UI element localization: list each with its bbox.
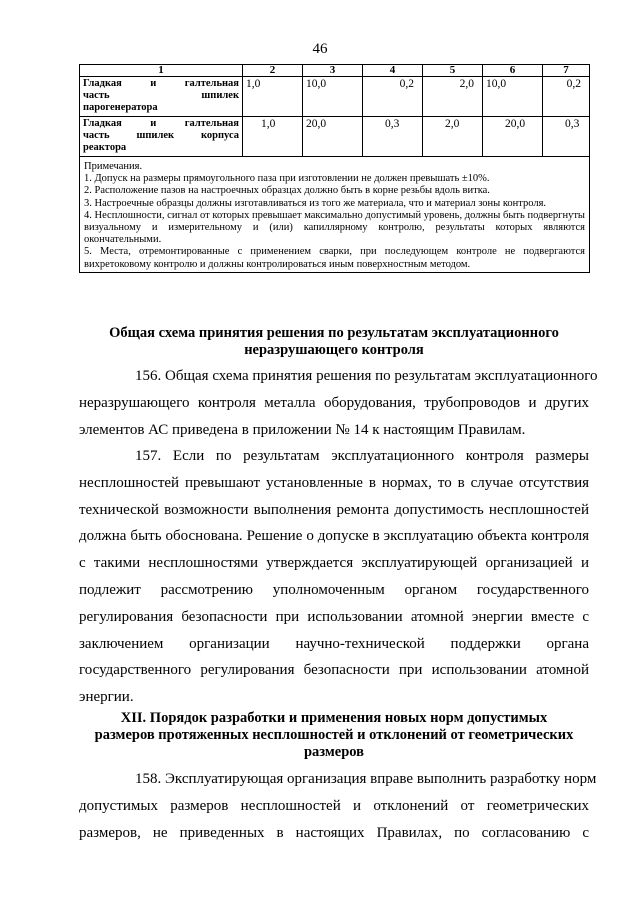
section-heading-xii xyxy=(79,710,589,761)
page-number: 46 xyxy=(312,41,328,57)
table-cell: 0,3 xyxy=(543,117,590,157)
row-name-line: Гладкая и галтельная xyxy=(83,118,239,129)
table-cell: 10,0 xyxy=(303,77,363,117)
text-line: государственного регулирования безопасности при использовании атомной xyxy=(79,662,589,679)
text-line: размеров, не приведенных в настоящих Правилах, по согласованию с xyxy=(79,824,589,841)
row-name-line: часть шпилек xyxy=(83,90,239,101)
text-line: подлежит рассмотрению уполномоченным органом государственного xyxy=(79,581,589,598)
note-heading: Примечания. xyxy=(84,161,143,172)
text-line: 156. Общая схема принятия решения по результатам эксплуатационного xyxy=(135,368,598,384)
note-item: 1. Допуск на размеры прямоугольного паза при изготовлении не должен превышать ±10%. xyxy=(84,173,490,185)
heading-line: Общая схема принятия решения по результатам эксплуатационного xyxy=(109,325,559,341)
heading-line: неразрушающего контроля xyxy=(244,342,424,358)
table-cell: 20,0 xyxy=(483,117,543,157)
table-header-cell: 1 xyxy=(80,65,243,77)
table-header-cell: 7 xyxy=(543,65,590,77)
text-line: заключением организации научно-технической поддержки органа xyxy=(79,635,589,652)
row-name-line: часть шпилек корпуса xyxy=(83,130,239,141)
tolerance-table xyxy=(79,64,590,273)
text-line: элементов АС приведена в приложении № 14 к настоящим Правилам. xyxy=(79,421,526,438)
text-line: должна быть обоснована. Решение о допуске в эксплуатацию объекта контроля xyxy=(79,528,589,545)
note-item: 5. Места, отремонтированные с применением сварки, при последующем контроле не подвергаются вихретоковому контролю и должны контролироваться иным поверхностным методом. xyxy=(84,246,585,270)
table-row xyxy=(80,117,590,157)
heading-line: XII. Порядок разработки и применения новых норм допустимых xyxy=(120,710,548,726)
table-cell: 2,0 xyxy=(423,117,483,157)
text-line: энергии. xyxy=(79,689,134,706)
text-line: технической возможности выполнения ремонта допустимость несплошностей xyxy=(79,501,589,518)
heading-line: размеров xyxy=(303,744,365,760)
text-line: допустимых размеров несплошностей и отклонений от геометрических xyxy=(79,797,589,814)
paragraph-158 xyxy=(79,766,597,846)
note-item: 2. Расположение пазов на настроечных образцах должно быть в корне резьбы вдоль витка. xyxy=(84,185,490,197)
paragraph-157 xyxy=(79,443,589,711)
table-cell: 10,0 xyxy=(483,77,543,117)
text-line: неразрушающего контроля металла оборудования, трубопроводов и других xyxy=(79,394,589,411)
table-row-name xyxy=(80,77,243,117)
note-item: 3. Настроечные образцы должны изготавливаться из того же материала, что и материал зоны контроля. xyxy=(84,197,547,209)
table-header-cell: 3 xyxy=(303,65,363,77)
note-item: 4. Несплошности, сигнал от которых превышает максимально допустимый уровень, должны быть подвергнуты визуальному и измерительному и (или) капиллярному контролю, результаты которых являются окончательными. xyxy=(84,209,585,246)
text-line: с такими несплошностями утверждается эксплуатирующей организацией и xyxy=(79,555,589,572)
table-cell: 0,3 xyxy=(363,117,423,157)
table-row-name xyxy=(80,117,243,157)
table-cell: 2,0 xyxy=(423,77,483,117)
table-header-cell: 2 xyxy=(243,65,303,77)
paragraph-156 xyxy=(79,363,598,443)
table-header-cell: 4 xyxy=(363,65,423,77)
table-cell: 1,0 xyxy=(243,117,303,157)
heading-line: размеров протяженных несплошностей и отклонений от геометрических xyxy=(94,727,574,743)
section-heading-decision-scheme xyxy=(79,325,589,359)
text-line: несплошностей превышают установленные в нормах, то в случае отсутствия xyxy=(79,474,589,491)
table-row xyxy=(80,77,590,117)
table-cell: 1,0 xyxy=(243,77,303,117)
table-cell: 0,2 xyxy=(543,77,590,117)
table-notes-row xyxy=(80,157,590,273)
text-line: регулирования безопасности при использовании атомной энергии вместе с xyxy=(79,608,589,625)
table-notes xyxy=(80,157,590,273)
row-name-line: Гладкая и галтельная xyxy=(83,78,239,89)
table-cell: 0,2 xyxy=(363,77,423,117)
row-name-line: реактора xyxy=(83,142,127,153)
table-cell: 20,0 xyxy=(303,117,363,157)
text-line: 157. Если по результатам эксплуатационного контроля размеры xyxy=(135,448,589,464)
text-line: 158. Эксплуатирующая организация вправе выполнить разработку норм xyxy=(135,771,597,787)
table-header-row xyxy=(80,65,590,77)
row-name-line: парогенератора xyxy=(83,102,158,113)
table-header-cell: 5 xyxy=(423,65,483,77)
table-header-cell: 6 xyxy=(483,65,543,77)
